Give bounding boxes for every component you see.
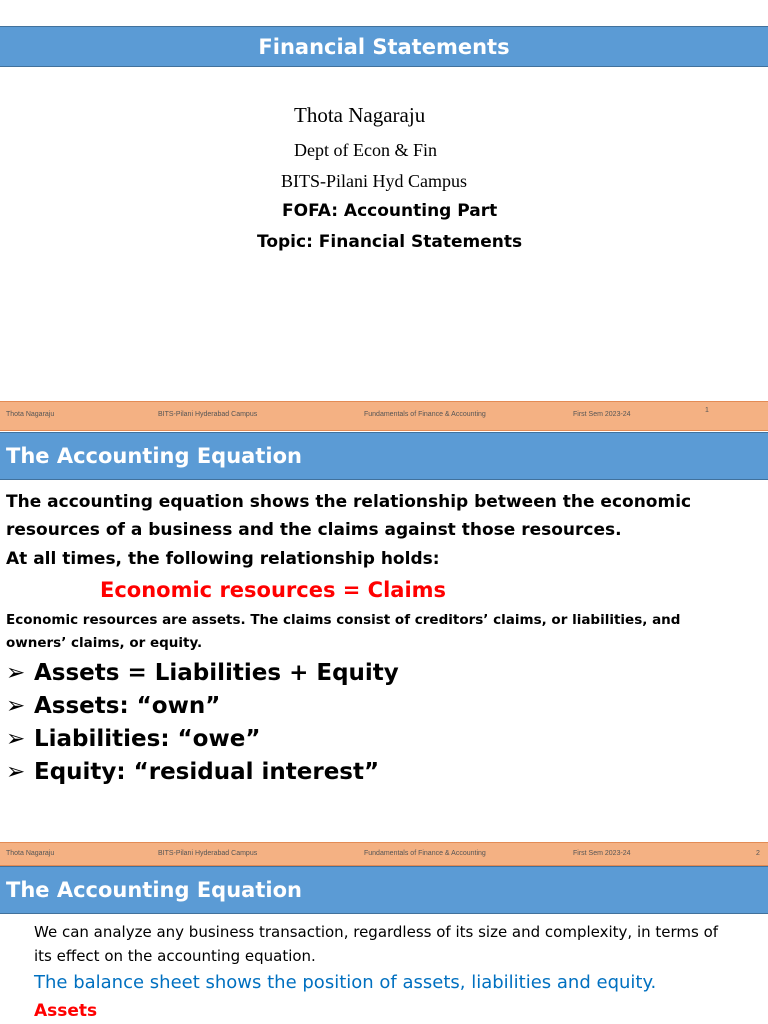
slide1-footer: [0, 401, 768, 431]
bullet-text: Assets = Liabilities + Equity: [34, 659, 399, 686]
slide2-title: The Accounting Equation: [6, 444, 302, 468]
bullet-item: [6, 689, 399, 722]
equation-text: Economic resources = Claims: [100, 578, 447, 602]
footer-page-number: 2: [756, 850, 760, 857]
slide1-title: Financial Statements: [258, 35, 510, 59]
arrow-bullet-icon: ➢: [6, 692, 26, 719]
assets-subheading: Assets: [34, 1001, 98, 1021]
body-line-1: We can analyze any business transaction, regardless of its size and complexity, in terms of: [34, 923, 719, 941]
bullet-text: Equity: “residual interest”: [34, 758, 380, 785]
slide3-title: The Accounting Equation: [6, 878, 302, 902]
balance-sheet-highlight: The balance sheet shows the position of assets, liabilities and equity.: [34, 972, 657, 993]
bullet-list: [6, 656, 399, 788]
body-line-2: its effect on the accounting equation.: [34, 947, 316, 965]
slide2-footer: [0, 842, 768, 866]
bullet-text: Liabilities: “owe”: [34, 725, 261, 752]
footer-campus: BITS-Pilani Hyderabad Campus: [158, 850, 258, 857]
footer-author: Thota Nagaraju: [6, 411, 55, 418]
footer-semester: First Sem 2023-24: [573, 411, 631, 418]
footer-campus: BITS-Pilani Hyderabad Campus: [158, 411, 258, 418]
author-name: Thota Nagaraju: [294, 103, 426, 127]
bullet-text: Assets: “own”: [34, 692, 221, 719]
slide2-title-bar: [0, 432, 768, 480]
arrow-bullet-icon: ➢: [6, 758, 26, 785]
slide3-title-bar: [0, 866, 768, 914]
department: Dept of Econ & Fin: [294, 140, 437, 160]
footer-author: Thota Nagaraju: [6, 850, 55, 857]
intro-line-2: resources of a business and the claims against those resources.: [6, 520, 622, 540]
bullet-item: [6, 755, 399, 788]
note-line-1: Economic resources are assets. The claims consist of creditors’ claims, or liabilities, and: [6, 612, 681, 628]
arrow-bullet-icon: ➢: [6, 659, 26, 686]
slide1-title-bar: [0, 26, 768, 67]
bullet-item: [6, 722, 399, 755]
course-name: FOFA: Accounting Part: [282, 201, 498, 221]
note-line-2: owners’ claims, or equity.: [6, 635, 203, 651]
footer-course: Fundamentals of Finance & Accounting: [364, 411, 486, 418]
bullet-item: [6, 656, 399, 689]
footer-course: Fundamentals of Finance & Accounting: [364, 850, 486, 857]
footer-page-number: 1: [705, 407, 709, 414]
topic-name: Topic: Financial Statements: [257, 232, 523, 252]
arrow-bullet-icon: ➢: [6, 725, 26, 752]
intro-line-1: The accounting equation shows the relationship between the economic: [6, 492, 692, 512]
campus: BITS-Pilani Hyd Campus: [281, 171, 468, 191]
intro-line-3: At all times, the following relationship holds:: [6, 549, 440, 569]
footer-semester: First Sem 2023-24: [573, 850, 631, 857]
